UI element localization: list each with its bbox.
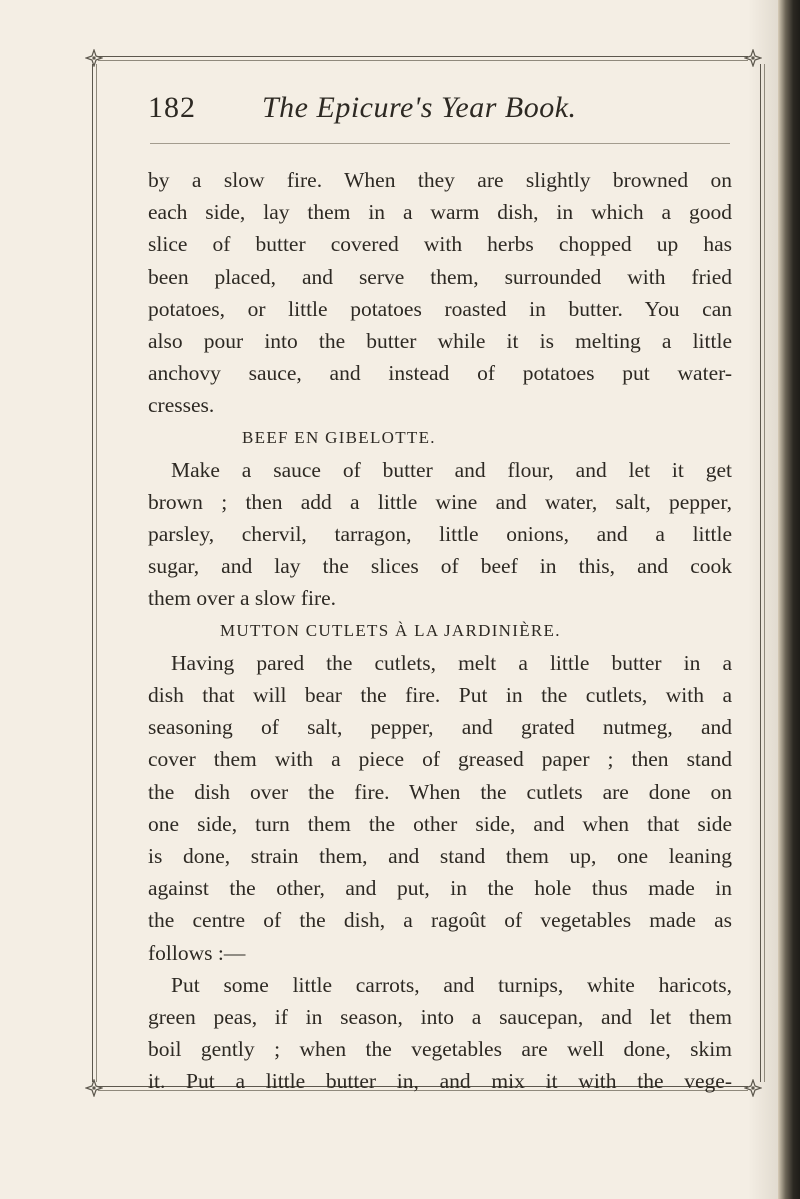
cross-ornament-icon (85, 1079, 103, 1097)
text-line: follows :— (148, 940, 246, 965)
border-rule-right (760, 64, 761, 1082)
text-line: dish that will bear the fire. Put in the cutlets, with a (148, 683, 732, 707)
text-line: potatoes, or little potatoes roasted in butter. You can (148, 296, 732, 321)
page-number: 182 (148, 91, 196, 124)
book-binding-edge (778, 0, 800, 1199)
text-line: boil gently ; when the vegetables are well done, skim (148, 1037, 732, 1062)
text-line: each side, lay them in a warm dish, in which a good (148, 200, 732, 225)
text-line: cover them with a piece of greased paper ; then stand (148, 747, 732, 772)
text-line: it. Put a little butter in, and mix it with the vege- (148, 1069, 732, 1094)
page-header (148, 88, 748, 128)
binding-shadow (748, 0, 778, 1199)
text-line: the dish over the fire. When the cutlets are done on (148, 779, 732, 804)
border-rule-top-inner (98, 60, 748, 61)
header-rule (150, 143, 730, 144)
text-line: green peas, if in season, into a saucepan, and let them (148, 1004, 732, 1029)
text-line: brown ; then add a little wine and water, salt, pepper, (148, 489, 732, 514)
border-rule-left (92, 64, 93, 1082)
text-line: parsley, chervil, tarragon, little onions, and a little (148, 522, 732, 547)
text-line: one side, turn them the other side, and when that side (148, 811, 732, 836)
cross-ornament-icon (744, 49, 762, 67)
border-rule-left-inner (96, 64, 97, 1082)
running-title: The Epicure's Year Book. (262, 91, 577, 124)
text-line: been placed, and serve them, surrounded with fried (148, 264, 732, 289)
section-heading: MUTTON CUTLETS À LA JARDINIÈRE. (220, 620, 561, 640)
text-line: slice of butter covered with herbs chopped up has (148, 232, 732, 257)
body-text (148, 164, 732, 1097)
text-line: by a slow fire. When they are slightly browned on (148, 168, 732, 192)
text-line: them over a slow fire. (148, 586, 337, 611)
text-line: cresses. (148, 393, 215, 418)
cross-ornament-icon (744, 1079, 762, 1097)
text-line: anchovy sauce, and instead of potatoes put water- (148, 361, 732, 386)
border-rule-right-inner (764, 64, 765, 1082)
text-line: against the other, and put, in the hole thus made in (148, 876, 732, 901)
text-line: is done, strain them, and stand them up, one leaning (148, 843, 732, 868)
text-line: sugar, and lay the slices of beef in this, and cook (148, 554, 732, 579)
cross-ornament-icon (85, 49, 103, 67)
section-heading: BEEF EN GIBELOTTE. (242, 427, 436, 447)
text-line: Having pared the cutlets, melt a little butter in a (171, 650, 732, 675)
text-line: Put some little carrots, and turnips, white haricots, (171, 972, 732, 997)
border-rule-top (98, 56, 748, 57)
text-line: seasoning of salt, pepper, and grated nutmeg, and (148, 715, 732, 740)
text-line: the centre of the dish, a ragoût of vegetables made as (148, 908, 732, 933)
text-line: Make a sauce of butter and flour, and let it get (171, 457, 732, 482)
text-line: also pour into the butter while it is melting a little (148, 328, 732, 353)
